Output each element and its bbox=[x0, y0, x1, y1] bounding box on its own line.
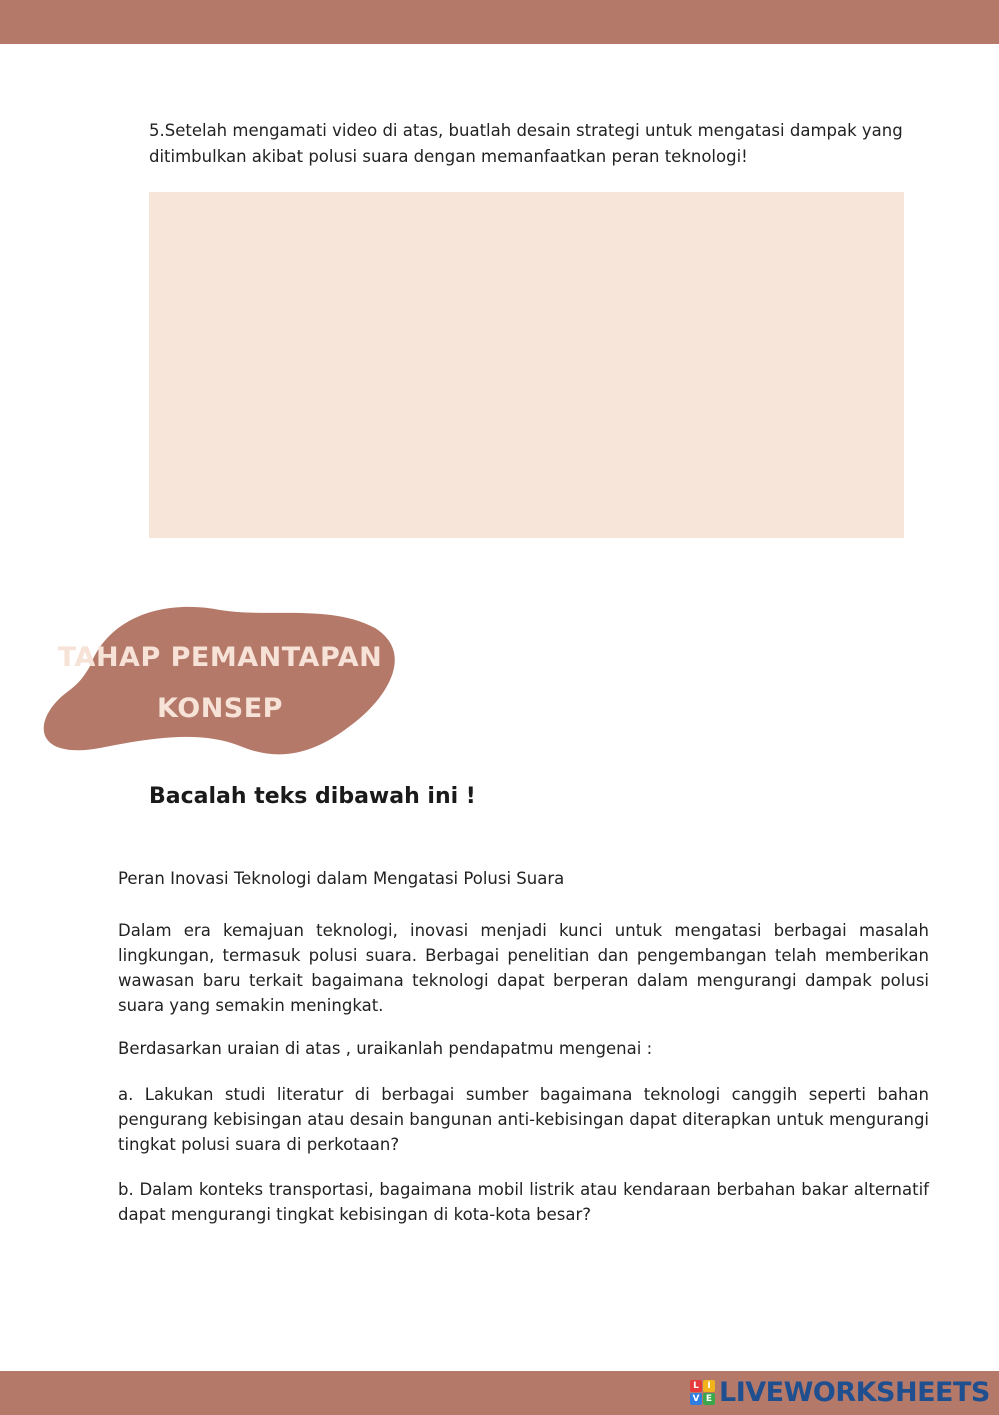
logo-letter-i: I bbox=[703, 1380, 715, 1392]
question-5: 5.Setelah mengamati video di atas, buatlah desain strategi untuk mengatasi dampak yang ditimbulkan akibat polusi suara dengan memanfaatkan peran teknologi! bbox=[149, 121, 903, 166]
section-badge-title bbox=[40, 632, 400, 734]
question-item-a: a. Lakukan studi literatur di berbagai sumber bagaimana teknologi canggih seperti bahan pengurang kebisingan atau desain bangunan anti-kebisingan dapat diterapkan untuk mengurangi tingkat polusi suara di perkotaan? bbox=[118, 1085, 929, 1154]
top-banner bbox=[0, 0, 999, 44]
section-badge-line1: TAHAP PEMANTAPAN bbox=[57, 642, 383, 673]
section-badge-line2: KONSEP bbox=[157, 693, 283, 724]
logo-text: LIVEWORKSHEETS bbox=[719, 1376, 990, 1408]
logo-letter-v: V bbox=[690, 1393, 702, 1405]
logo-grid-icon bbox=[690, 1380, 715, 1405]
logo-letter-e: E bbox=[703, 1393, 715, 1405]
liveworksheets-logo[interactable] bbox=[690, 1377, 990, 1407]
question-item-b: b. Dalam konteks transportasi, bagaimana mobil listrik atau kendaraan berbahan bakar alternatif dapat mengurangi tingkat kebisingan di kota-kota besar? bbox=[118, 1180, 929, 1224]
logo-letter-l: L bbox=[690, 1380, 702, 1392]
read-instruction-heading: Bacalah teks dibawah ini ! bbox=[149, 784, 476, 809]
article-title: Peran Inovasi Teknologi dalam Mengatasi Polusi Suara bbox=[118, 869, 565, 888]
question-prompt: Berdasarkan uraian di atas , uraikanlah pendapatmu mengenai : bbox=[118, 1039, 653, 1058]
article-paragraph: Dalam era kemajuan teknologi, inovasi menjadi kunci untuk mengatasi berbagai masalah lingkungan, termasuk polusi suara. Berbagai penelitian dan pengembangan telah memberikan wawasan baru terkait bagaimana teknologi dapat berperan dalam mengurangi dampak polusi suara yang semakin meningkat. bbox=[118, 921, 929, 1015]
answer-input-box[interactable] bbox=[149, 192, 904, 538]
